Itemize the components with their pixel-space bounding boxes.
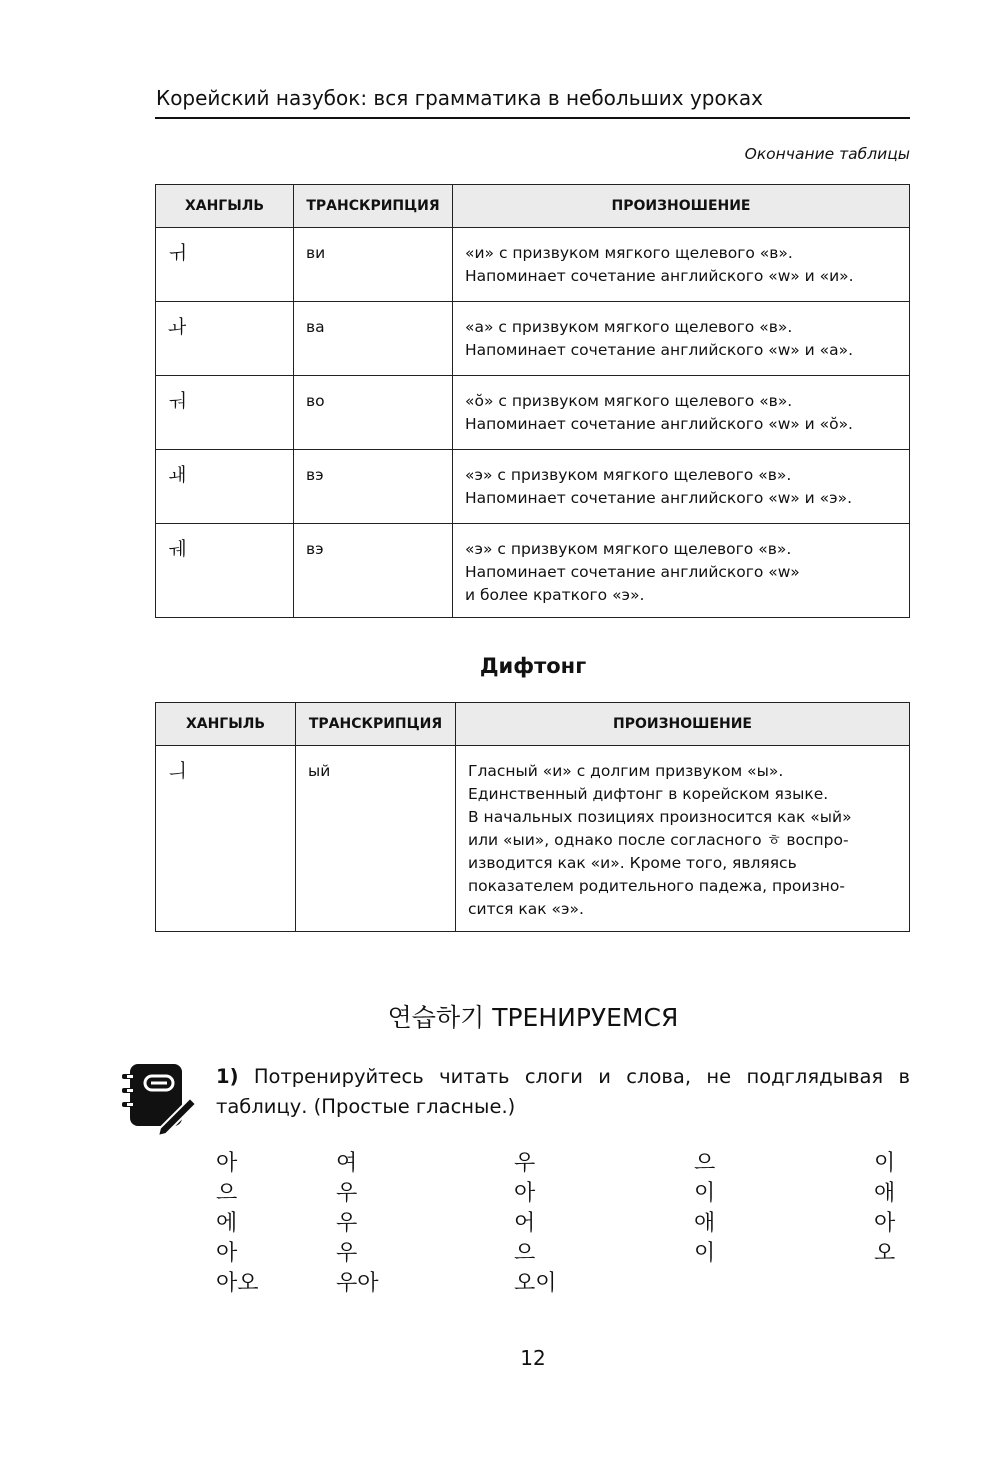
task-text: Потренируйтесь читать слоги и слова, не подглядывая в таблицу. (Простые гласные.) [216, 1065, 910, 1118]
pronunciation-line: Напоминает сочетание английского «w» и «и». [465, 267, 854, 285]
hangul-cell: ㅞ [156, 524, 294, 618]
header-rule [155, 117, 910, 119]
pronunciation-line: изводится как «и». Кроме того, являясь [468, 854, 797, 872]
diphthong-table [155, 702, 910, 932]
syllable: 이 [694, 1241, 716, 1266]
pronunciation-line: сится как «э». [468, 900, 584, 918]
syllable: 우 [336, 1241, 358, 1266]
task-instruction [216, 1062, 910, 1122]
hangul-cell: ㅝ [156, 376, 294, 450]
pronunciation-line: «э» с призвуком мягкого щелевого «в». [465, 540, 792, 558]
transcription-cell: ый [296, 746, 456, 932]
hangul-cell: ㅟ [156, 228, 294, 302]
syllable: 아 [874, 1211, 896, 1236]
pronunciation-line: «а» с призвуком мягкого щелевого «в». [465, 318, 793, 336]
table-row [156, 228, 910, 302]
hangul-cell: ㅙ [156, 450, 294, 524]
syllable: 우 [514, 1151, 536, 1176]
pronunciation-line: «и» с призвуком мягкого щелевого «в». [465, 244, 793, 262]
syllable: 으 [514, 1241, 536, 1266]
pronunciation-cell [453, 228, 910, 302]
pronunciation-cell [453, 376, 910, 450]
page-number: 12 [520, 1346, 546, 1370]
syllable: 애 [874, 1181, 896, 1206]
pronunciation-cell [453, 450, 910, 524]
grid-row [216, 1236, 914, 1266]
syllable: 애 [694, 1211, 716, 1236]
vowel-table [155, 184, 910, 618]
table-continuation-note: Окончание таблицы [744, 145, 910, 163]
col-pronunciation: ПРОИЗНОШЕНИЕ [453, 185, 910, 228]
transcription-cell: вэ [294, 524, 453, 618]
col-transcription: ТРАНСКРИПЦИЯ [294, 185, 453, 228]
syllable: 우 [336, 1211, 358, 1236]
syllable: 아 [514, 1181, 536, 1206]
transcription-cell: вэ [294, 450, 453, 524]
hangul-cell: ㅘ [156, 302, 294, 376]
syllable: 으 [694, 1151, 716, 1176]
syllable: 아 [216, 1241, 238, 1266]
col-hangul: ХАНГЫЛЬ [156, 703, 296, 746]
syllable: 아 [216, 1151, 238, 1176]
table-row [156, 376, 910, 450]
syllable: 여 [336, 1151, 358, 1176]
col-pronunciation: ПРОИЗНОШЕНИЕ [456, 703, 910, 746]
syllable-grid [216, 1146, 914, 1296]
task-number: 1) [216, 1065, 239, 1088]
notebook-pencil-icon [118, 1060, 200, 1142]
pronunciation-cell [453, 302, 910, 376]
syllable: 아오 [216, 1271, 259, 1296]
table-row [156, 746, 910, 932]
pronunciation-line: показателем родительного падежа, произно- [468, 877, 845, 895]
syllable: 에 [216, 1211, 238, 1236]
pronunciation-line: Единственный дифтонг в корейском языке. [468, 785, 829, 803]
pronunciation-line: «ŏ» с призвуком мягкого щелевого «в». [465, 392, 793, 410]
table-row [156, 302, 910, 376]
syllable: 이 [874, 1151, 896, 1176]
grid-row [216, 1266, 914, 1296]
table-row [156, 450, 910, 524]
table-row [156, 524, 910, 618]
syllable [874, 1266, 914, 1296]
hangul-cell: ㅢ [156, 746, 296, 932]
syllable: 우아 [336, 1271, 379, 1296]
pronunciation-line: В начальных позициях произносится как «ый» [468, 808, 852, 826]
pronunciation-cell [453, 524, 910, 618]
col-hangul: ХАНГЫЛЬ [156, 185, 294, 228]
syllable [694, 1266, 874, 1296]
syllable: 오 [874, 1241, 896, 1266]
col-transcription: ТРАНСКРИПЦИЯ [296, 703, 456, 746]
grid-row [216, 1146, 914, 1176]
pronunciation-line: или «ыи», однако после согласного ㅎ воспро- [468, 831, 849, 849]
pronunciation-line: «э» с призвуком мягкого щелевого «в». [465, 466, 792, 484]
transcription-cell: ва [294, 302, 453, 376]
pronunciation-line: Напоминает сочетание английского «w» и «ŏ». [465, 415, 853, 433]
syllable: 우 [336, 1181, 358, 1206]
pronunciation-line: Напоминает сочетание английского «w» [465, 563, 800, 581]
syllable: 어 [514, 1211, 536, 1236]
practice-title: 연습하기 ТРЕНИРУЕМСЯ [387, 1003, 679, 1032]
grid-row [216, 1206, 914, 1236]
running-head: Корейский назубок: вся грамматика в небольших уроках [156, 86, 763, 110]
section-title: Дифтонг [479, 654, 587, 678]
pronunciation-line: Напоминает сочетание английского «w» и «а». [465, 341, 853, 359]
pronunciation-line: Напоминает сочетание английского «w» и «э». [465, 489, 853, 507]
syllable: 이 [694, 1181, 716, 1206]
syllable: 오이 [514, 1271, 557, 1296]
pronunciation-cell [456, 746, 910, 932]
transcription-cell: во [294, 376, 453, 450]
syllable: 으 [216, 1181, 238, 1206]
pronunciation-line: и более краткого «э». [465, 586, 645, 604]
transcription-cell: ви [294, 228, 453, 302]
pronunciation-line: Гласный «и» с долгим призвуком «ы». [468, 762, 784, 780]
grid-row [216, 1176, 914, 1206]
